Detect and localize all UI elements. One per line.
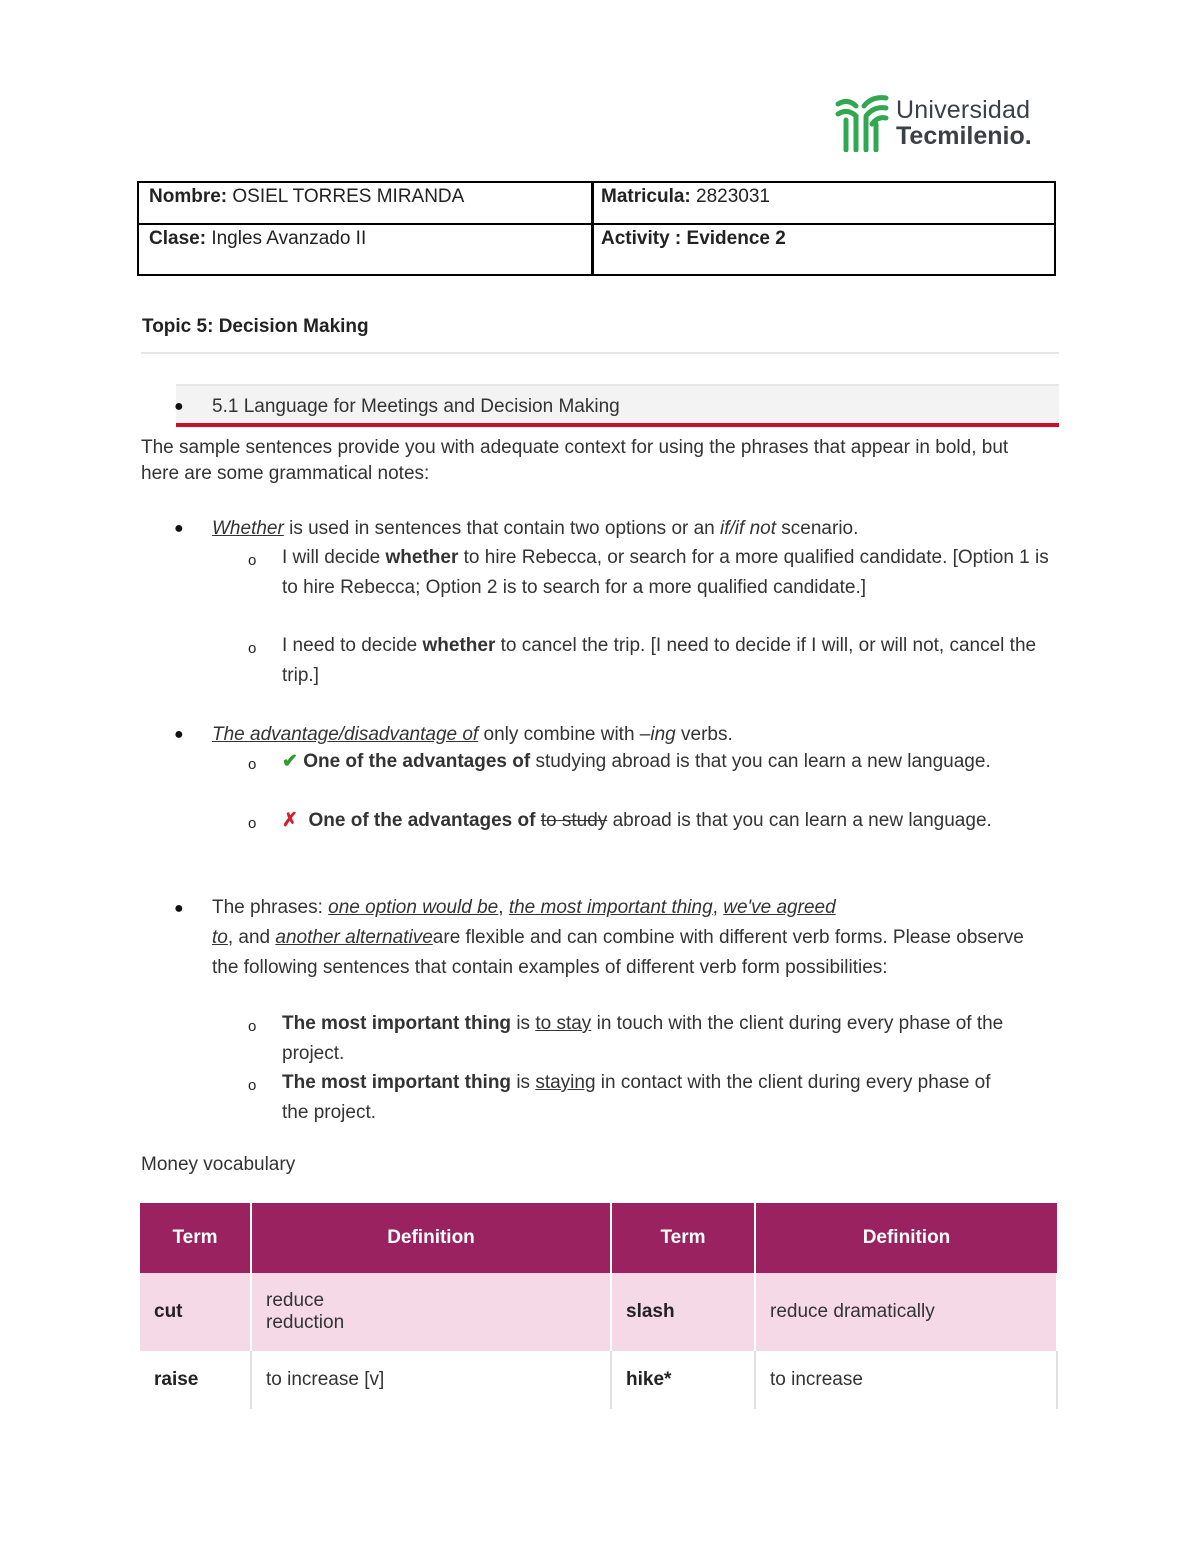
example-whether-1 [282, 543, 1052, 603]
table-header-row [140, 1203, 1057, 1273]
bullet-icon: ● [174, 726, 184, 743]
activity-cell [591, 225, 796, 253]
subtopic-title: 5.1 Language for Meetings and Decision Making [212, 396, 620, 417]
bullet-icon: ● [174, 398, 184, 415]
table-row [140, 1351, 1057, 1409]
bullet-icon: ● [174, 900, 184, 917]
example-bold: The most important thing [282, 1013, 512, 1034]
column-header: Definition [251, 1203, 611, 1273]
definition-line: reduction [266, 1312, 345, 1333]
note-text: is used in sentences that contain two options or an [283, 518, 721, 539]
example-underline: to stay [535, 1013, 592, 1034]
column-header: Definition [755, 1203, 1057, 1273]
example-bold: whether [385, 547, 459, 568]
sub-bullet-icon: o [248, 1018, 257, 1035]
phrase: another alternative [275, 927, 433, 948]
note-text: , and [227, 927, 276, 948]
note-text: if/if not [720, 518, 777, 539]
note-text: only combine with – [478, 724, 651, 745]
example-underline: staying [535, 1072, 596, 1093]
sub-bullet-icon: o [248, 1077, 257, 1094]
example-text: is [511, 1013, 536, 1034]
example-text: in touch with the client during every phase of the project. [282, 1013, 1004, 1064]
activity-label: Activity : [601, 228, 682, 249]
example-text: is [511, 1072, 536, 1093]
intro-paragraph: The sample sentences provide you with adequate context for using the phrases that appear in bold, but here are some grammatical notes: [141, 437, 1009, 484]
nombre-label: Nombre: [149, 186, 228, 207]
clase-cell [139, 225, 376, 253]
logo-line-1: Universidad [896, 96, 1031, 124]
term-cell: raise [140, 1351, 251, 1409]
checkmark-icon: ✔ [282, 751, 298, 772]
note-text: The phrases: [212, 897, 329, 918]
note-text: verbs. [675, 724, 733, 745]
example-text: I will decide [282, 547, 386, 568]
matricula-cell [591, 183, 780, 211]
example-text: to hire Rebecca, or search for a more qualified candidate. [Option 1 is to hire Rebecca; Option 2 is to search for a more qualified candidate.] [282, 547, 1049, 598]
university-logo [834, 92, 1049, 154]
example-phrases-2 [282, 1068, 1022, 1128]
advantage-term: The advantage/disadvantage of [212, 724, 479, 745]
nombre-value: OSIEL TORRES MIRANDA [232, 186, 465, 207]
money-vocabulary-title: Money vocabulary [141, 1154, 296, 1175]
table-row [140, 1273, 1057, 1351]
note-whether [212, 514, 858, 544]
example-bold: The most important thing [282, 1072, 512, 1093]
tecmilenio-logo-icon [834, 94, 890, 152]
money-vocabulary-table [140, 1203, 1058, 1409]
definition-cell: to increase [755, 1351, 1057, 1409]
example-advantage-1 [282, 747, 1022, 777]
note-advantage [212, 720, 733, 750]
nombre-cell [139, 183, 474, 211]
sub-bullet-icon: o [248, 640, 257, 657]
term-cell: hike* [611, 1351, 755, 1409]
example-bold: One of the advantages of [303, 751, 531, 772]
note-text: , [498, 897, 509, 918]
cross-icon: ✗ [282, 810, 298, 831]
example-whether-2 [282, 631, 1052, 691]
topic-title: Topic 5: Decision Making [142, 316, 369, 337]
note-phrases [212, 893, 1052, 983]
sub-bullet-icon: o [248, 756, 257, 773]
note-text: ing [650, 724, 676, 745]
note-text: are flexible and can combine with different verb forms. Please observe the following sentences that contain examples of different verb form possibilities: [212, 927, 1024, 978]
example-text: I need to decide [282, 635, 423, 656]
example-text: to cancel the trip. [I need to decide if I will, or will not, cancel the trip.] [282, 635, 1037, 686]
matricula-value: 2823031 [696, 186, 770, 207]
phrase: the most important thing [508, 897, 713, 918]
definition-cell [251, 1273, 611, 1351]
activity-value: Evidence 2 [686, 228, 786, 249]
column-header: Term [611, 1203, 755, 1273]
definition-cell: to increase [v] [251, 1351, 611, 1409]
example-advantage-2 [282, 806, 1022, 836]
whether-term: Whether [212, 518, 284, 539]
note-text: scenario. [776, 518, 859, 539]
definition-cell: reduce dramatically [755, 1273, 1057, 1351]
column-header: Term [140, 1203, 251, 1273]
matricula-label: Matricula: [601, 186, 691, 207]
divider [141, 352, 1059, 354]
example-text: abroad is that you can learn a new language. [607, 810, 992, 831]
example-bold: One of the advantages of [308, 810, 536, 831]
subtopic-underline [176, 423, 1059, 427]
example-text: in contact with the client during every phase of the project. [282, 1072, 991, 1123]
clase-label: Clase: [149, 228, 207, 249]
example-text: studying abroad is that you can learn a new language. [530, 751, 991, 772]
definition-line: reduce [266, 1290, 325, 1311]
logo-line-2: Tecmilenio. [896, 122, 1032, 150]
phrase: to [212, 927, 228, 948]
example-bold: whether [422, 635, 496, 656]
phrase: we've agreed [723, 897, 836, 918]
example-strikethrough: to study [540, 810, 608, 831]
bullet-icon: ● [174, 520, 184, 537]
sub-bullet-icon: o [248, 552, 257, 569]
term-cell: cut [140, 1273, 251, 1351]
student-info-table [137, 181, 1056, 276]
note-text: , [712, 897, 724, 918]
clase-value: Ingles Avanzado II [211, 228, 367, 249]
example-phrases-1 [282, 1009, 1052, 1069]
phrase: one option would be [328, 897, 499, 918]
term-cell: slash [611, 1273, 755, 1351]
sub-bullet-icon: o [248, 815, 257, 832]
